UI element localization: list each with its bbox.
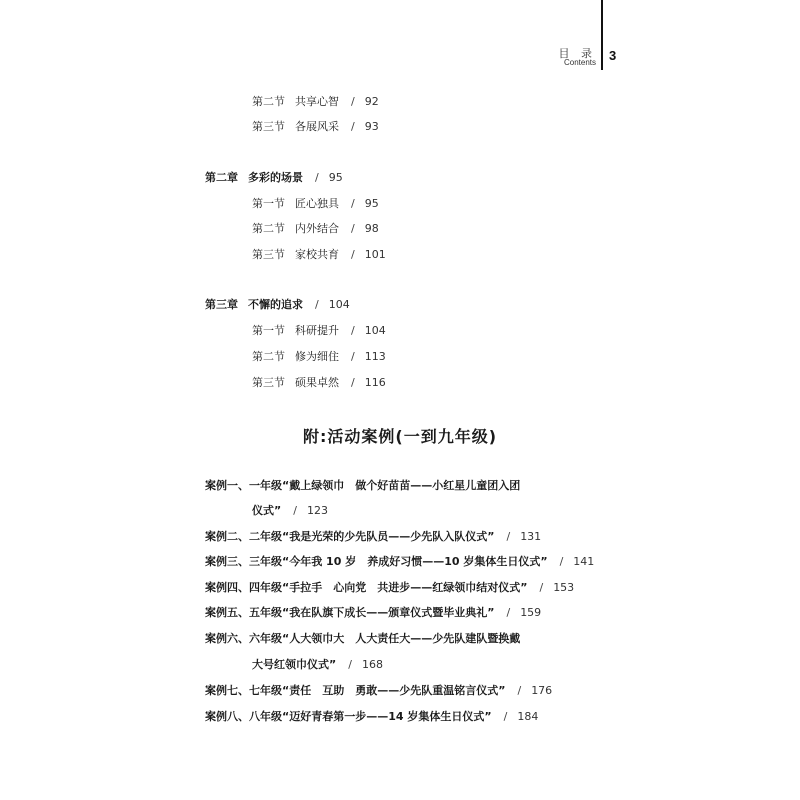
entry-title: 匠心独具 — [295, 197, 339, 210]
toc-chapter[interactable]: 第二章 多彩的场景 / 95 — [205, 171, 343, 184]
case-text: 案例四、四年级“手拉手 心向党 共进步——红绿领巾结对仪式” — [205, 581, 528, 594]
entry-label: 第二节 — [252, 222, 285, 235]
case-entry[interactable]: 案例四、四年级“手拉手 心向党 共进步——红绿领巾结对仪式” / 153 — [205, 581, 575, 594]
entry-title: 硕果卓然 — [295, 376, 339, 389]
toc-entry[interactable]: 第一节 科研提升 / 104 — [252, 324, 386, 337]
chapter-page: 95 — [328, 171, 343, 184]
case-page: 153 — [553, 581, 575, 594]
toc-entry[interactable]: 第二节 内外结合 / 98 — [252, 222, 379, 235]
case-entry[interactable]: 案例二、二年级“我是光荣的少先队员——少先队入队仪式” / 131 — [205, 530, 542, 543]
chapter-label: 第三章 — [205, 298, 238, 311]
chapter-title: 不懈的追求 — [248, 298, 303, 311]
case-text: 案例三、三年级“今年我 10 岁 养成好习惯——10 岁集体生日仪式” — [205, 555, 548, 568]
entry-label: 第三节 — [252, 248, 285, 261]
case-text: 案例七、七年级“责任 互助 勇敢——少先队重温铭言仪式” — [205, 684, 506, 697]
header-rule — [601, 0, 603, 70]
case-text: 案例五、五年级“我在队旗下成长——颁章仪式暨毕业典礼” — [205, 606, 495, 619]
case-entry[interactable] — [205, 479, 520, 493]
case-page: 141 — [573, 555, 595, 568]
case-entry[interactable] — [205, 632, 520, 646]
header-subtitle: Contents — [563, 58, 596, 67]
entry-page: 98 — [364, 222, 379, 235]
entry-label: 第一节 — [252, 197, 285, 210]
entry-title: 科研提升 — [295, 324, 339, 337]
entry-title: 内外结合 — [295, 222, 339, 235]
case-page: 159 — [520, 606, 542, 619]
entry-label: 第三节 — [252, 120, 285, 133]
toc-entry[interactable]: 第三节 硕果卓然 / 116 — [252, 376, 386, 389]
case-page: 168 — [361, 658, 383, 671]
entry-page: 92 — [364, 95, 379, 108]
case-text: 仪式” — [252, 504, 282, 517]
entry-page: 93 — [364, 120, 379, 133]
entry-page: 113 — [364, 350, 386, 363]
toc-chapter[interactable]: 第三章 不懈的追求 / 104 — [205, 298, 350, 311]
entry-title: 各展风采 — [295, 120, 339, 133]
case-entry[interactable]: 案例八、八年级“迈好青春第一步——14 岁集体生日仪式” / 184 — [205, 710, 539, 723]
entry-page: 95 — [364, 197, 379, 210]
entry-label: 第二节 — [252, 350, 285, 363]
case-entry[interactable]: 案例五、五年级“我在队旗下成长——颁章仪式暨毕业典礼” / 159 — [205, 606, 542, 619]
entry-title: 家校共育 — [295, 248, 339, 261]
entry-label: 第三节 — [252, 376, 285, 389]
entry-label: 第一节 — [252, 324, 285, 337]
case-text: 案例一、一年级“戴上绿领巾 做个好苗苗——小红星儿童团入团 — [205, 479, 521, 492]
toc-entry[interactable]: 第二节 修为细住 / 113 — [252, 350, 386, 363]
toc-entry[interactable]: 第一节 匠心独具 / 95 — [252, 197, 379, 210]
entry-page: 101 — [364, 248, 386, 261]
case-text: 案例二、二年级“我是光荣的少先队员——少先队入队仪式” — [205, 530, 495, 543]
case-entry-continuation[interactable]: 仪式” / 123 — [252, 504, 328, 517]
header-page-number: 3 — [609, 48, 617, 63]
case-text: 大号红领巾仪式” — [252, 658, 337, 671]
case-entry-continuation[interactable]: 大号红领巾仪式” / 168 — [252, 658, 383, 671]
header-title: 目 录 — [558, 47, 596, 60]
case-page: 123 — [306, 504, 328, 517]
entry-page: 104 — [364, 324, 386, 337]
entry-page: 116 — [364, 376, 386, 389]
appendix-title: 附:活动案例(一到九年级) — [302, 427, 498, 446]
case-page: 131 — [520, 530, 542, 543]
chapter-page: 104 — [328, 298, 350, 311]
toc-entry[interactable]: 第三节 家校共育 / 101 — [252, 248, 386, 261]
toc-entry[interactable]: 第二节 共享心智 / 92 — [252, 95, 379, 108]
case-page: 176 — [531, 684, 553, 697]
toc-entry[interactable]: 第三节 各展风采 / 93 — [252, 120, 379, 133]
case-page: 184 — [517, 710, 539, 723]
case-entry[interactable]: 案例七、七年级“责任 互助 勇敢——少先队重温铭言仪式” / 176 — [205, 684, 553, 697]
entry-title: 共享心智 — [295, 95, 339, 108]
chapter-title: 多彩的场景 — [248, 171, 303, 184]
entry-title: 修为细住 — [295, 350, 339, 363]
case-entry[interactable]: 案例三、三年级“今年我 10 岁 养成好习惯——10 岁集体生日仪式” / 141 — [205, 555, 595, 568]
case-text: 案例六、六年级“人大领巾大 人大责任大——少先队建队暨换戴 — [205, 632, 521, 645]
entry-label: 第二节 — [252, 95, 285, 108]
chapter-label: 第二章 — [205, 171, 238, 184]
case-text: 案例八、八年级“迈好青春第一步——14 岁集体生日仪式” — [205, 710, 492, 723]
